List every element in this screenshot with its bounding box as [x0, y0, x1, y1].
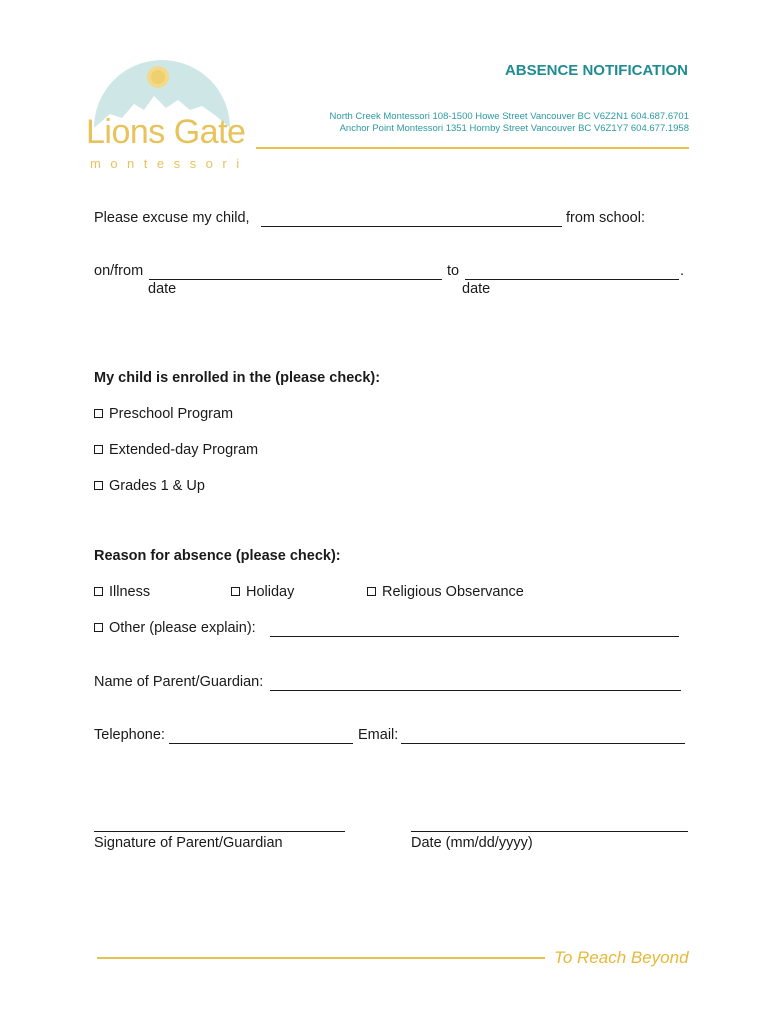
to-label: to: [447, 263, 460, 279]
holiday-label: Holiday: [246, 584, 295, 600]
program-option-extended: [94, 442, 258, 458]
enrolled-heading: My child is enrolled in the (please check):: [94, 370, 381, 386]
address-anchor-point: Anchor Point Montessori 1351 Hornby Street Vancouver BC V6Z1Y7 604.677.1958: [339, 123, 689, 134]
program-option-preschool: [94, 406, 233, 422]
excuse-prefix-label: Please excuse my child,: [94, 210, 250, 226]
signature-date-caption: Date (mm/dd/yyyy): [411, 835, 533, 851]
signature-field[interactable]: [94, 831, 345, 832]
child-name-field[interactable]: [261, 226, 562, 227]
to-date-caption: date: [462, 281, 491, 297]
other-explain-field[interactable]: [270, 636, 679, 637]
email-field[interactable]: [401, 743, 685, 744]
telephone-field[interactable]: [169, 743, 353, 744]
reason-option-holiday: [231, 584, 294, 600]
illness-label: Illness: [109, 584, 151, 600]
period-mark: .: [680, 263, 685, 279]
preschool-checkbox[interactable]: [94, 409, 103, 418]
from-date-caption: date: [148, 281, 177, 297]
excuse-suffix-label: from school:: [566, 210, 645, 226]
grades-label: Grades 1 & Up: [109, 478, 205, 494]
address-north-creek: North Creek Montessori 108-1500 Howe Street Vancouver BC V6Z2N1 604.687.6701: [329, 111, 689, 122]
email-label: Email:: [358, 727, 399, 743]
to-date-field[interactable]: [465, 279, 679, 280]
signature-caption: Signature of Parent/Guardian: [94, 835, 283, 851]
extended-day-checkbox[interactable]: [94, 445, 103, 454]
parent-name-label: Name of Parent/Guardian:: [94, 674, 264, 690]
preschool-label: Preschool Program: [109, 406, 234, 422]
telephone-label: Telephone:: [94, 727, 165, 743]
page-title: ABSENCE NOTIFICATION: [504, 62, 688, 79]
program-option-grades: [94, 478, 205, 494]
reason-option-illness: [94, 584, 150, 600]
footer-motto: To Reach Beyond: [554, 948, 689, 967]
from-date-field[interactable]: [149, 279, 442, 280]
other-checkbox[interactable]: [94, 623, 103, 632]
religious-checkbox[interactable]: [367, 587, 376, 596]
reason-heading: Reason for absence (please check):: [94, 548, 341, 564]
parent-name-field[interactable]: [270, 690, 681, 691]
holiday-checkbox[interactable]: [231, 587, 240, 596]
signature-date-field[interactable]: [411, 831, 688, 832]
extended-day-label: Extended-day Program: [109, 442, 259, 458]
reason-option-religious: [367, 584, 524, 600]
reason-option-other: [94, 620, 256, 636]
religious-label: Religious Observance: [382, 584, 524, 600]
header-divider: [256, 147, 689, 149]
other-label: Other (please explain):: [109, 620, 256, 636]
logo-subtitle: montessori: [90, 156, 249, 171]
onfrom-label: on/from: [94, 263, 144, 279]
illness-checkbox[interactable]: [94, 587, 103, 596]
footer-divider: [97, 957, 545, 959]
logo-wordmark: Lions Gate: [86, 113, 246, 151]
grades-checkbox[interactable]: [94, 481, 103, 490]
